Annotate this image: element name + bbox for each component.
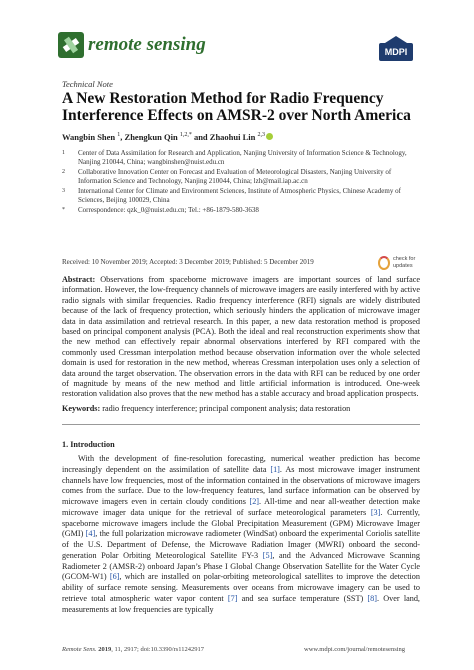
author-affiliation-marker: 2,3 — [257, 132, 266, 139]
affiliation-3: 3 International Center for Climate and Environment Sciences, Institute of Atmospheric Physics, Chinese Academy of Sciences, Beijing 100029, China — [62, 187, 401, 204]
keywords-label: Keywords: — [62, 404, 101, 413]
orcid-icon[interactable] — [266, 133, 273, 140]
correspondence: * Correspondence: qzk_0@nuist.edu.cn; Tel.: +86-1879-580-3638 — [62, 206, 259, 214]
article-title: A New Restoration Method for Radio Frequency Interference Effects on AMSR-2 over North America — [62, 90, 411, 124]
author-affiliation-marker: 1 — [117, 132, 121, 139]
footer-citation: Remote Sens. 2019, 11, 2917; doi:10.3390/rs11242917 — [62, 646, 204, 653]
citation-link[interactable]: [6] — [109, 572, 120, 582]
author-name: Zhengkun Qin — [124, 132, 178, 142]
citation-link[interactable]: [5] — [262, 550, 273, 560]
citation-link[interactable]: [2] — [249, 497, 260, 506]
citation-link[interactable]: [1] — [270, 464, 280, 474]
journal-name[interactable]: remote sensing — [88, 34, 206, 55]
introduction-paragraph: With the development of fine-resolution forecasting, numerical weather prediction has become increasingly dependent on the assimilation of satellite data [1]. As most microwave imager instrument channels have low frequencies, most of the information contained in the observations of microwave imagers comes from the surface. Due to the low-frequency features, land surface information can be observed by microwave imagers even in certain cloudy conditions [2]. All-time and near all-weather detection make microwave imager data unique for the retrieval of surface meteorological parameters [3]. Currently, spaceborne microwave imagers include the Global Precipitation Measurement (GPM) Microwave Imager (GMI) [4], the full polarization microwave radiometer (WindSat) onboard the experimental Coriolis satellite of the U.S. Department of Defense, the Microwave Radiation Imager (MWRI) onboard the second-generation Polar Orbiting Meteorological Satellite FY-3 [5], and the Advanced Microwave Scanning Radiometer 2 (AMSR-2) onboard Japan’s Phase I Global Change Observation Satellite for the Water Cycle (GCOM-W1) [6], which are installed on polar-orbiting meteorological satellites to improve the detection ability of surface remote sensing. Measurements over oceans from microwave imagery can be used to retrieve total atmospheric water vapor content [7] and sea surface temperature (SST) [8]. Over land, measurements at low frequencies are typically — [62, 454, 421, 614]
author-name: Wangbin Shen — [62, 132, 116, 142]
affiliation-1: 1 Center of Data Assimilation for Research and Application, Nanjing University of Information Science & Technology, Nanjing 210044, China; wangbinshen@nuist.edu.cn — [62, 149, 407, 166]
citation-link[interactable]: [8] — [367, 593, 377, 603]
check-updates-icon — [378, 256, 390, 270]
author-affiliation-marker: 1,2,* — [179, 132, 192, 139]
mdpi-logo-roof-icon — [385, 36, 407, 43]
keywords — [62, 404, 420, 414]
check-for-updates-button[interactable]: check for updates — [378, 254, 418, 274]
abstract-label: Abstract: — [62, 275, 96, 284]
author-list: Wangbin Shen $^1$, Zhengkun Qin $^{1,2,*}$ and Zhaohui Lin $^{2,3}$ — [62, 132, 273, 142]
author-name: Zhaohui Lin — [209, 132, 256, 142]
journal-logo-icon — [58, 32, 84, 58]
section-divider — [62, 424, 420, 425]
keywords-text: radio frequency interference; principal component analysis; data restoration — [102, 404, 351, 413]
publication-dates: Received: 10 November 2019; Accepted: 3 December 2019; Published: 5 December 2019 — [62, 258, 314, 266]
mdpi-logo[interactable]: MDPI — [379, 43, 413, 61]
article-type: Technical Note — [62, 79, 113, 89]
abstract-text: Observations from spaceborne microwave imagers are important sources of land surface information. However, the low-frequency channels of microwave imagers are easily interfered with by active radio signals with similar frequencies. Radio frequency interference (RFI) signals are widely distributed because of the lack of frequency protection, which seriously hinders the application of microwave imager data in data assimilation and retrieval research. In this paper, a new data restoration method is proposed based on principal component analysis (PCA). Both the ideal and real reconstruction experiments show that the new method can effectively repair abnormal observations interfered by RFI compared with the commonly used Cressman interpolation method because observation information over the whole selected domain is used for restoration in the new method, whereas Cressman interpolation uses only a selection of data around the target observation. The observation errors in the data with RFI can be reduced by one order of magnitude by means of the new method and little artificial information is introduced. One-week restoration validation also proves that the new method has a stable accuracy and broad application prospects. — [62, 275, 421, 399]
citation-link[interactable]: [4] — [85, 529, 96, 539]
abstract — [62, 275, 420, 400]
section-heading: 1. Introduction — [62, 440, 115, 449]
journal-header — [58, 26, 418, 66]
affiliation-2: 2 Collaborative Innovation Center on Forecast and Evaluation of Meteorological Disasters, Nanjing University of Information Science and Technology, Nanjing 210044, China; lzh@mail.iap.ac.cn — [62, 168, 392, 185]
footer-website-link[interactable]: www.mdpi.com/journal/remotesensing — [304, 646, 406, 653]
citation-link[interactable]: [7] — [227, 593, 238, 603]
citation-link[interactable]: [3] — [370, 507, 381, 517]
